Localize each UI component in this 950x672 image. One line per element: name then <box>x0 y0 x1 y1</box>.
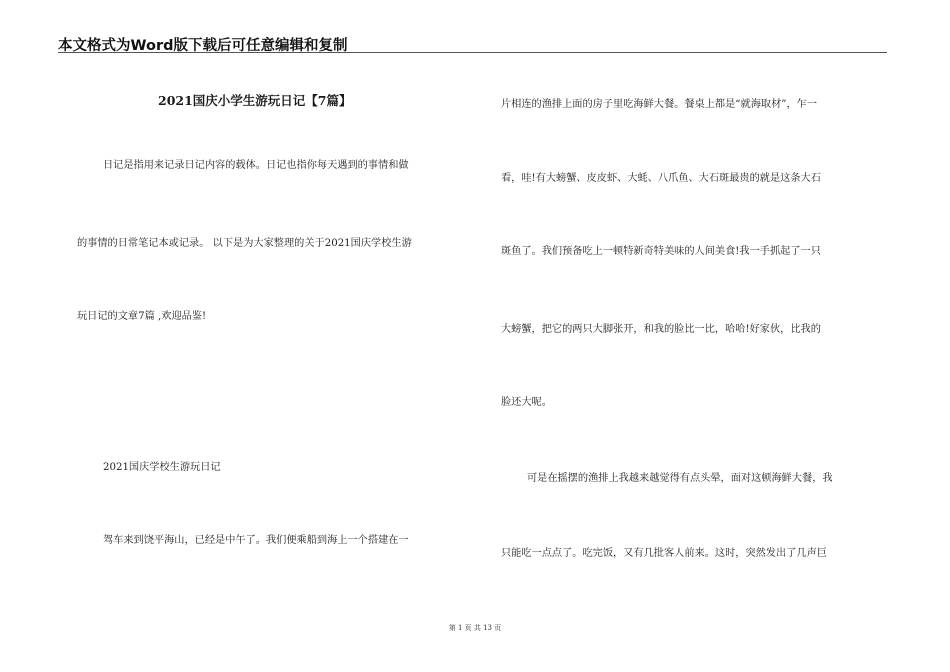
paragraph-line: 的事情的日常笔记本或记录。 以下是为大家整理的关于2021国庆学校生游 <box>77 238 412 249</box>
page-number: 第 1 页 共 13 页 <box>448 624 502 632</box>
paragraph-line: 可是在摇摆的渔排上我越来越觉得有点头晕，面对这顿海鲜大餐，我 <box>527 473 833 484</box>
paragraph-line: 大螃蟹，把它的两只大脚张开，和我的脸比一比，哈哈!好家伙，比我的 <box>501 324 821 335</box>
header-text: 本文格式为Word版下载后可任意编辑和复制 <box>58 38 348 54</box>
paragraph-line: 只能吃一点点了。吃完饭，又有几批客人前来。这时，突然发出了几声巨 <box>501 548 827 559</box>
paragraph-line: 驾车来到饶平海山，已经是中午了。我们便乘船到海上一个搭建在一 <box>103 535 409 546</box>
header-rule <box>58 52 887 53</box>
paragraph-line: 日记是指用来记录日记内容的载体。日记也指你每天遇到的事情和做 <box>103 160 409 171</box>
section-heading: 2021国庆学校生游玩日记 <box>103 462 221 473</box>
document-title: 2021国庆小学生游玩日记【7篇】 <box>158 93 352 108</box>
paragraph-line: 斑鱼了。我们预备吃上一顿特新奇特美味的人间美食!我一手抓起了一只 <box>501 246 821 257</box>
paragraph-line: 看，哇!有大螃蟹、皮皮虾、大蚝、八爪鱼、大石斑最贵的就是这条大石 <box>501 173 821 184</box>
paragraph-line: 片相连的渔排上面的房子里吃海鲜大餐。餐桌上都是“就海取材”，乍一 <box>501 99 818 110</box>
paragraph-line: 脸还大呢。 <box>501 397 552 408</box>
paragraph-line: 玩日记的文章7篇 ,欢迎品鉴! <box>77 311 207 322</box>
